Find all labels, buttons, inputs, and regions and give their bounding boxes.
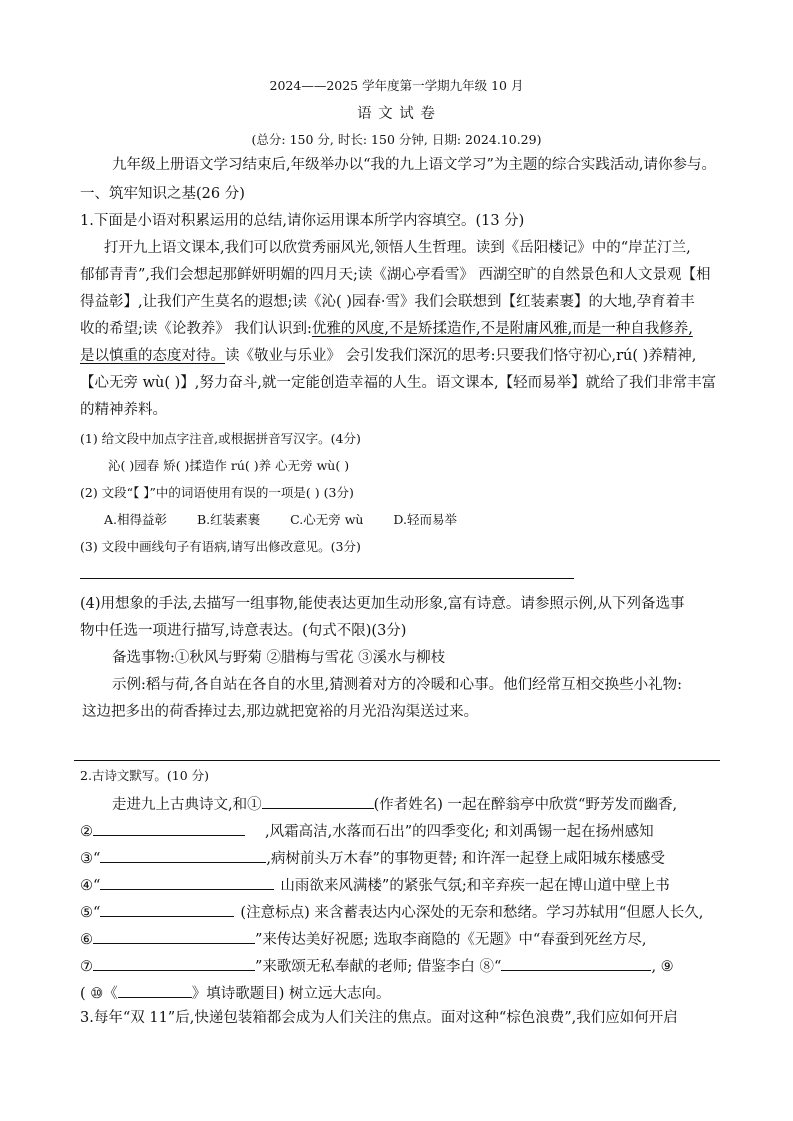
q2-line8 bbox=[80, 981, 391, 1004]
q1-sub1-items: 沁( )园春 矫( )揉造作 rú( )养 心无旁 wù( ) bbox=[108, 458, 350, 473]
q1-para-text: 收的希望;读《论教养》 我们认识到: bbox=[80, 321, 312, 337]
q1-sub2-title: (2) 文段“【 】”中的词语使用有误的一项是( ) (3分) bbox=[80, 485, 354, 500]
blank-10[interactable] bbox=[118, 981, 192, 998]
q1-sub1-title: (1) 给文段中加点字注音,或根据拼音写汉字。(4分) bbox=[80, 431, 361, 446]
q1-sub2-options bbox=[104, 510, 457, 530]
q2-text: ( ⑩《 bbox=[80, 986, 118, 1002]
q3-title: 3.每年“双 11”后,快递包装箱都会成为人们关注的焦点。面对这种“棕色浪费”,我们应如何开启 bbox=[80, 1010, 678, 1026]
underlined-sentence-part1: 优雅的风度,不是矫揉造作,不是附庸风雅,而是一种自我修养, bbox=[311, 321, 693, 337]
q1-para-line4 bbox=[80, 319, 693, 339]
underlined-sentence-part2: 是以慎重的态度对待。 bbox=[80, 348, 225, 364]
q2-title: 2.古诗文默写。(10 分) bbox=[80, 768, 210, 783]
q2-text: (注意标点) 来含蓄表达内心深处的无奈和愁绪。学习苏轼用“但愿人长久, bbox=[240, 905, 704, 921]
q2-text: 走进九上古典诗文,和① bbox=[112, 797, 262, 813]
q1-sub3-answer-line[interactable] bbox=[80, 578, 574, 579]
q2-line3 bbox=[80, 846, 665, 869]
blank-1[interactable] bbox=[262, 792, 374, 809]
q2-line7 bbox=[80, 954, 674, 977]
q2-text: ⑤“ bbox=[80, 905, 101, 921]
q1-example-line2: 这边把多出的荷香捧过去,那边就把宽裕的月光沿沟渠送过来。 bbox=[82, 704, 479, 720]
section1-heading: 一、筑牢知识之基(26 分) bbox=[80, 186, 245, 202]
q2-text: ⑥ bbox=[80, 932, 93, 948]
exam-meta: (总分: 150 分, 时长: 150 分钟, 日期: 2024.10.29) bbox=[251, 132, 542, 147]
q1-candidates: 备选事物:①秋风与野菊 ②腊梅与雪花 ③溪水与柳枝 bbox=[112, 650, 446, 666]
blank-4[interactable] bbox=[100, 873, 274, 890]
q1-sub4-title-a: (4)用想象的手法,去描写一组事物,能使表达更加生动形象,富有诗意。请参照示例,从下列备选事 bbox=[80, 596, 685, 612]
q2-text: ⑦ bbox=[80, 959, 93, 975]
blank-7[interactable] bbox=[93, 954, 255, 971]
blank-5[interactable] bbox=[100, 900, 234, 917]
blank-8[interactable] bbox=[501, 954, 651, 971]
q2-line2 bbox=[80, 819, 654, 842]
exam-title: 语 文 试 卷 bbox=[357, 106, 436, 122]
q2-text: ,风霜高洁,水落而石出”的四季变化; 和刘禹锡一起在扬州感知 bbox=[265, 824, 654, 840]
q2-text: ”来传达美好祝愿; 选取李商隐的《无题》中“春蚕到死丝方尽, bbox=[255, 932, 647, 948]
q2-line4 bbox=[80, 873, 670, 896]
q1-para-line6: 【心无旁 wù( )】,努力奋斗,就一定能创造幸福的人生。语文课本,【轻而易举】就给了我们非常丰富 bbox=[80, 375, 717, 391]
q1-example-line1: 示例:稻与荷,各自站在各自的水里,猜测着对方的冷暖和心事。他们经常互相交换些小礼物: bbox=[112, 677, 682, 693]
option-a[interactable]: A.相得益彰 bbox=[104, 512, 168, 527]
q1-sub4-title-b: 物中任选一项进行描写,诗意表达。(句式不限)(3分) bbox=[80, 623, 407, 639]
q2-line1 bbox=[112, 792, 677, 815]
q1-sub4-answer-line[interactable] bbox=[74, 760, 720, 761]
q1-para-line7: 的精神养料。 bbox=[80, 402, 167, 418]
q2-line5 bbox=[80, 900, 703, 923]
q2-text: ② bbox=[80, 824, 93, 840]
q2-line6 bbox=[80, 927, 646, 950]
intro-text: 九年级上册语文学习结束后,年级举办以“我的九上语文学习”为主题的综合实践活动,请你参与。 bbox=[112, 157, 717, 173]
q2-text: 》填诗歌题目) 树立远大志向。 bbox=[191, 986, 391, 1002]
blank-3[interactable] bbox=[100, 846, 266, 863]
q2-text: (作者姓名) 一起在醉翁亭中欣赏“野芳发而幽香, bbox=[373, 797, 678, 813]
q2-text: ”来歌颂无私奉献的老师; 借鉴李白 ⑧“ bbox=[255, 959, 502, 975]
blank-2[interactable] bbox=[93, 819, 245, 836]
option-d[interactable]: D.轻而易举 bbox=[393, 512, 457, 527]
exam-title-line1: 2024——2025 学年度第一学期九年级 10 月 bbox=[269, 78, 524, 93]
q2-text: ③“ bbox=[80, 851, 101, 867]
q1-title: 1.下面是小语对积累运用的总结,请你运用课本所学内容填空。(13 分) bbox=[80, 213, 525, 229]
q2-text: ④“ bbox=[80, 878, 101, 894]
option-c[interactable]: C.心无旁 wù bbox=[290, 512, 364, 527]
q1-sub3-title: (3) 文段中画线句子有语病,请写出修改意见。(3分) bbox=[80, 539, 361, 554]
q2-text: 山雨欲来风满楼”的紧张气氛;和辛弃疾一起在博山道中壁上书 bbox=[280, 878, 670, 894]
q1-para-line3: 得益彰】,让我们产生莫名的遐想;读《沁( )园春·雪》我们会联想到【红装素裹】的大地,孕育着丰 bbox=[80, 294, 695, 310]
q1-para-line5 bbox=[80, 346, 696, 366]
q1-para-text: 读《敬业与乐业》 会引发我们深沉的思考:只要我们恪守初心,rú( )养精神, bbox=[225, 348, 697, 364]
q2-text: ,病树前头万木春”的事物更替; 和许浑一起登上咸阳城东楼感受 bbox=[266, 851, 665, 867]
q2-text: , ⑨ bbox=[651, 959, 674, 975]
blank-6[interactable] bbox=[93, 927, 255, 944]
option-b[interactable]: B.红装素裹 bbox=[196, 512, 261, 527]
q1-para-line2: 郁郁青青”,我们会想起那鲜妍明媚的四月天;读《湖心亭看雪》 西湖空旷的自然景色和人文景观【相 bbox=[80, 267, 711, 283]
q1-para-line1: 打开九上语文课本,我们可以欣赏秀丽风光,领悟人生哲理。读到《岳阳楼记》中的“岸芷汀兰, bbox=[104, 240, 691, 256]
